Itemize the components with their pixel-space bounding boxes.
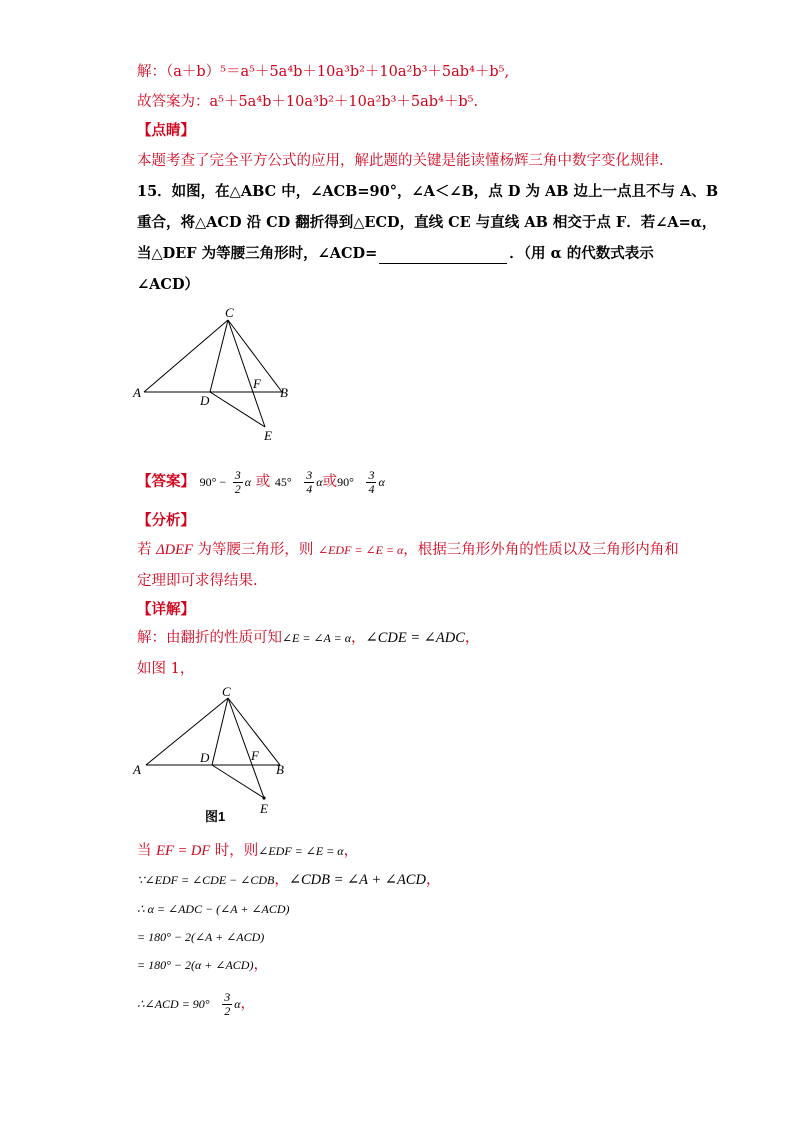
label-a: A <box>133 385 141 400</box>
question-line-1: 15．如图，在△ABC 中，∠ACB=90°，∠A＜∠B，点 D 为 AB 边上一点且不与 A、B <box>137 183 719 200</box>
answer-part2: 45° <box>274 475 292 489</box>
figure-1-caption: 图1 <box>205 809 226 824</box>
answer-blank <box>379 249 507 264</box>
label-f: F <box>253 376 261 391</box>
detail-because-line <box>137 870 440 890</box>
detail-case-b: 时，则 <box>214 843 259 859</box>
fig1-label-a: A <box>133 762 141 777</box>
label-d: D <box>200 393 210 408</box>
detail-heading: 【详解】 <box>137 601 195 618</box>
dianjing-text: 本题考查了完全平方公式的应用，解此题的关键是能读懂杨辉三角中数字变化规律. <box>137 153 664 169</box>
detail-step-4-den: 2 <box>224 1003 231 1018</box>
detail-step-2: = 180° − 2(∠A + ∠ACD) <box>137 930 265 944</box>
detail-step-4-prefix: ∴∠ACD = 90° <box>137 997 210 1011</box>
analysis-line-1-a: 若 <box>137 542 152 558</box>
fig1-segment-ac <box>146 698 228 765</box>
detail-line-1-sep: ， <box>351 630 366 646</box>
answer-part1-num: 3 <box>234 467 241 482</box>
segment-de <box>210 392 265 427</box>
label-b: B <box>280 385 288 400</box>
answer-part3-fraction <box>304 469 314 496</box>
analysis-heading: 【分析】 <box>137 512 195 529</box>
detail-step-3: = 180° − 2(α + ∠ACD) <box>137 958 254 972</box>
answer-or-2: 或 <box>322 474 338 490</box>
fig1-label-f: F <box>251 748 259 763</box>
analysis-line-2: 定理即可求得结果. <box>137 573 258 589</box>
fig1-label-d: D <box>200 750 210 765</box>
answer-part1-var: α <box>244 475 252 489</box>
detail-case-a: 当 <box>137 843 152 859</box>
detail-line-2: 如图 1， <box>137 661 195 677</box>
detail-math-2: ∠CDE = ∠ADC <box>365 630 465 646</box>
answer-part4-prefix: 90° <box>337 475 354 489</box>
detail-case-math: EF = DF <box>156 843 211 859</box>
detail-step-4-end: ， <box>240 996 256 1012</box>
analysis-math-2: ∠EDF = ∠E = α <box>318 543 404 557</box>
detail-step-3-line <box>137 955 268 975</box>
detail-line-1-a: 解：由翻折的性质可知 <box>137 630 282 646</box>
fig1-label-c: C <box>222 684 231 699</box>
analysis-line-1 <box>137 540 679 560</box>
detail-because-math-1: ∵∠EDF = ∠CDE − ∠CDB <box>137 873 275 887</box>
detail-because-end: ， <box>425 872 441 888</box>
segment-ac <box>144 320 228 392</box>
question-line-4: ∠ACD） <box>137 276 200 293</box>
question-line-3 <box>137 244 654 264</box>
answer-part4-var: α <box>378 475 385 489</box>
answer-heading: 【答案】 <box>137 473 195 490</box>
detail-case-end: ， <box>343 843 359 859</box>
detail-line-1 <box>137 628 479 648</box>
detail-step-4-num: 3 <box>224 989 231 1004</box>
question-line-3-b: ．（用 α 的代数式表示 <box>509 245 654 262</box>
detail-step-1: ∴ α = ∠ADC − (∠A + ∠ACD) <box>137 902 290 916</box>
answer-part1-prefix: 90° − <box>199 475 227 489</box>
prev-solution-line-2: 故答案为：a⁵＋5a⁴b＋10a³b²＋10a²b³＋5ab⁴＋b⁵. <box>137 94 479 110</box>
fig1-label-b: B <box>276 762 284 777</box>
answer-part3-var: α <box>316 475 323 489</box>
detail-step-4-line <box>137 990 255 1018</box>
detail-case-math-2: ∠EDF = ∠E = α <box>258 844 344 858</box>
fig1-label-e: E <box>260 801 268 816</box>
detail-because-math-2: ∠CDB = ∠A + ∠ACD <box>288 872 426 888</box>
analysis-line-1-b: 为等腰三角形，则 <box>197 542 314 558</box>
triangle-figure-1 <box>130 682 300 817</box>
triangle-figure-main <box>130 305 300 445</box>
detail-line-1-end: ， <box>464 630 480 646</box>
detail-math-1: ∠E = ∠A = α <box>282 631 352 645</box>
answer-part4-den: 4 <box>368 481 375 496</box>
label-c: C <box>225 305 234 320</box>
detail-step-4-fraction <box>222 991 232 1018</box>
fig1-segment-de <box>212 765 264 798</box>
analysis-line-1-c: ，根据三角形外角的性质以及三角形内角和 <box>403 542 679 558</box>
answer-part4-num: 3 <box>368 467 375 482</box>
answer-part3-den: 4 <box>306 481 313 496</box>
detail-case-line <box>137 841 358 861</box>
answer-part1-den: 2 <box>234 481 241 496</box>
answer-part1-fraction <box>233 469 243 496</box>
fig1-segment-cd <box>212 698 228 765</box>
answer-or-1: 或 <box>255 474 271 490</box>
segment-ce <box>228 320 265 427</box>
detail-step-3-end: ， <box>253 957 268 973</box>
segment-cd <box>210 320 228 392</box>
detail-step-4-var: α <box>234 997 241 1011</box>
detail-because-sep: ， <box>274 872 289 888</box>
dianjing-heading: 【点睛】 <box>137 122 195 139</box>
question-line-2: 重合，将△ACD 沿 CD 翻折得到△ECD，直线 CE 与直线 AB 相交于点 F．若∠A=α， <box>137 214 717 231</box>
answer-part3-num: 3 <box>306 467 313 482</box>
answer-part4-fraction <box>366 469 376 496</box>
fig1-point-e <box>262 796 265 799</box>
question-line-3-a: 当△DEF 为等腰三角形时，∠ACD= <box>137 245 378 262</box>
prev-solution-line-1: 解：（a＋b）⁵＝a⁵＋5a⁴b＋10a³b²＋10a²b³＋5ab⁴＋b⁵, <box>137 64 510 80</box>
label-e: E <box>264 428 272 443</box>
answer-line <box>137 468 385 496</box>
analysis-math-1: ΔDEF <box>156 542 193 558</box>
